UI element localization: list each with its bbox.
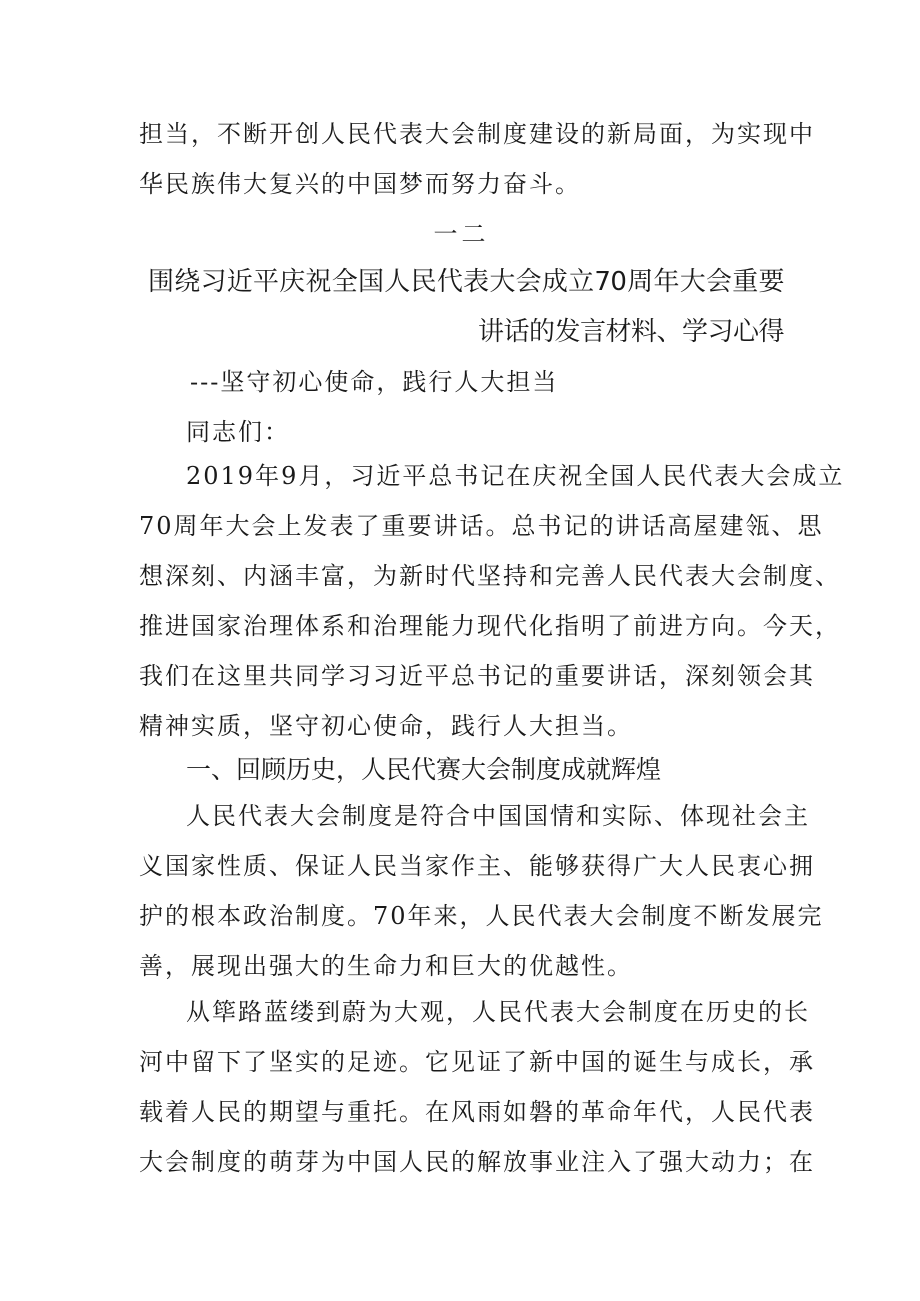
paragraph-line: 精神实质，坚守初心使命，践行人大担当。 — [139, 712, 633, 740]
paragraph-line: 2019年9月，习近平总书记在庆祝全国人民代表大会成立 — [186, 462, 845, 490]
paragraph-line: 推进国家治理体系和治理能力现代化指明了前进方向。今天， — [139, 612, 841, 640]
paragraph-line: 义国家性质、保证人民当家作主、能够获得广大人民衷心拥 — [139, 852, 815, 880]
document-subtitle: ---坚守初心使命，践行人大担当 — [190, 368, 559, 396]
paragraph-line: 载着人民的期望与重托。在风雨如磐的革命年代，人民代表 — [139, 1098, 815, 1126]
body-line: 担当，不断开创人民代表大会制度建设的新局面，为实现中 — [139, 120, 815, 148]
section-number: 一二 — [433, 220, 490, 248]
body-line: 华民族伟大复兴的中国梦而努力奋斗。 — [139, 170, 581, 198]
paragraph-line: 我们在这里共同学习习近平总书记的重要讲话，深刻领会其 — [139, 662, 815, 690]
paragraph-line: 人民代表大会制度是符合中国国情和实际、体现社会主 — [186, 802, 810, 830]
paragraph-line: 护的根本政治制度。70年来，人民代表大会制度不断发展完 — [139, 902, 824, 930]
document-title-line-2: 讲话的发言材料、学习心得 — [477, 317, 784, 347]
paragraph-line: 大会制度的萌芽为中国人民的解放事业注入了强大动力；在 — [139, 1148, 815, 1176]
section-heading: 一、回顾历史，人民代赛大会制度成就辉煌 — [186, 755, 662, 784]
document-title-line-1: 围绕习近平庆祝全国人民代表大会成立70周年大会重要 — [148, 267, 784, 297]
paragraph-line: 70周年大会上发表了重要讲话。总书记的讲话高屋建瓴、思 — [139, 512, 824, 540]
paragraph-line: 从筚路蓝缕到蔚为大观，人民代表大会制度在历史的长 — [186, 998, 810, 1026]
paragraph-line: 想深刻、内涵丰富，为新时代坚持和完善人民代表大会制度、 — [139, 562, 841, 590]
paragraph-line: 善，展现出强大的生命力和巨大的优越性。 — [139, 952, 633, 980]
salutation: 同志们： — [186, 418, 290, 446]
paragraph-line: 河中留下了坚实的足迹。它见证了新中国的诞生与成长，承 — [139, 1048, 815, 1076]
